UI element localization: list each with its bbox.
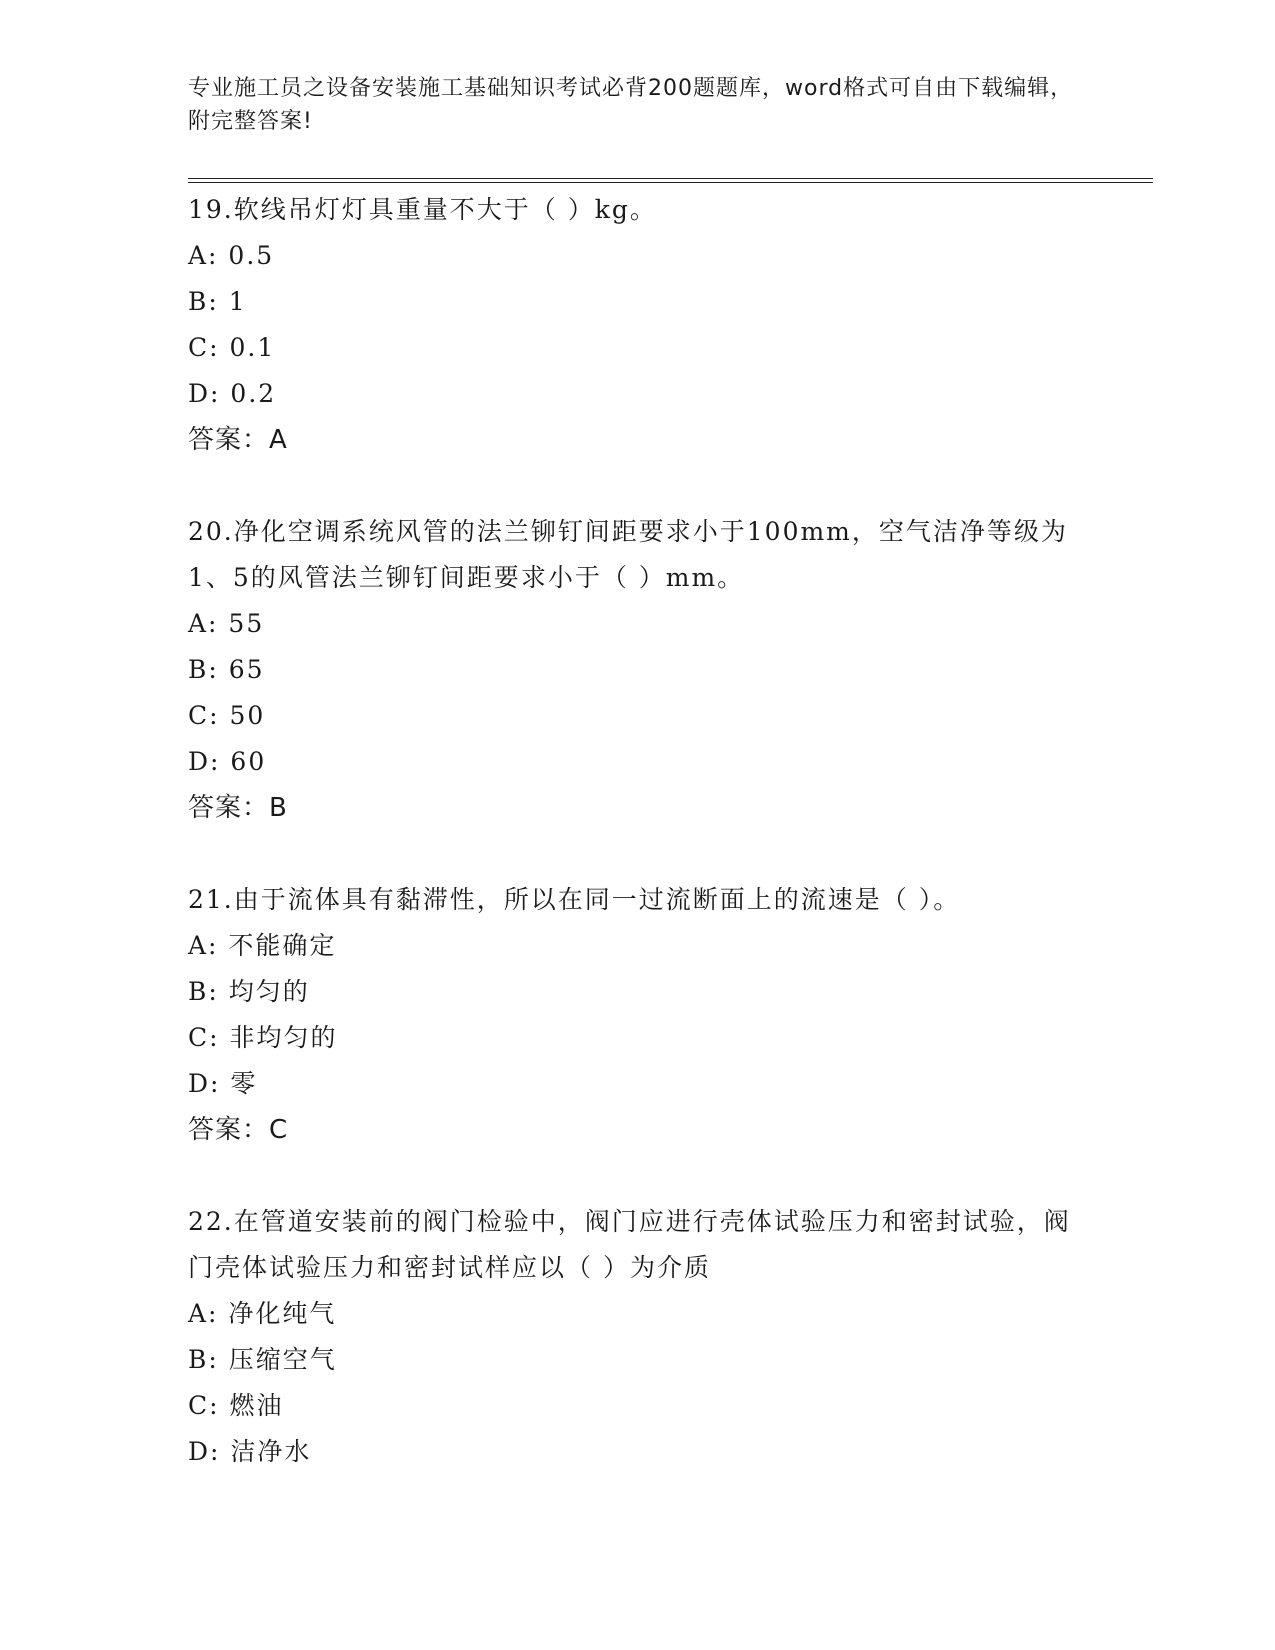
option-c: C: 燃油 xyxy=(188,1391,284,1420)
option-c: C: 非均匀的 xyxy=(188,1023,338,1052)
option-d: D: 60 xyxy=(188,747,267,776)
option-d: D: 零 xyxy=(188,1069,258,1098)
option-c: C: 0.1 xyxy=(188,333,276,362)
question-21 xyxy=(188,877,1088,1153)
option-b: B: 65 xyxy=(188,655,265,684)
question-20 xyxy=(188,509,1088,831)
answer: 答案：A xyxy=(188,425,288,455)
answer: 答案：C xyxy=(188,1115,289,1145)
option-c: C: 50 xyxy=(188,701,266,730)
option-b: B: 压缩空气 xyxy=(188,1345,337,1374)
question-stem: 20.净化空调系统风管的法兰铆钉间距要求小于100mm，空气洁净等级为1、5的风管法兰铆钉间距要求小于（ ）mm。 xyxy=(188,517,1068,592)
question-stem: 21.由于流体具有黏滞性，所以在同一过流断面上的流速是（ ）。 xyxy=(188,885,961,914)
option-b: B: 均匀的 xyxy=(188,977,310,1006)
document-header: 专业施工员之设备安装施工基础知识考试必背200题题库，word格式可自由下载编辑，附完整答案! xyxy=(188,76,1074,134)
question-stem: 22.在管道安装前的阀门检验中，阀门应进行壳体试验压力和密封试验，阀门壳体试验压力和密封试样应以（ ）为介质 xyxy=(188,1207,1071,1282)
answer: 答案：B xyxy=(188,793,288,823)
option-a: A: 55 xyxy=(188,609,265,638)
question-19 xyxy=(188,187,1088,463)
option-a: A: 不能确定 xyxy=(188,931,337,960)
header-divider xyxy=(188,178,1153,183)
option-d: D: 洁净水 xyxy=(188,1437,312,1466)
question-stem: 19.软线吊灯灯具重量不大于（ ）kg。 xyxy=(188,195,657,224)
option-d: D: 0.2 xyxy=(188,379,277,408)
question-22 xyxy=(188,1199,1088,1475)
option-a: A: 0.5 xyxy=(188,241,275,270)
option-b: B: 1 xyxy=(188,287,247,316)
option-a: A: 净化纯气 xyxy=(188,1299,337,1328)
question-list xyxy=(188,187,1088,1521)
